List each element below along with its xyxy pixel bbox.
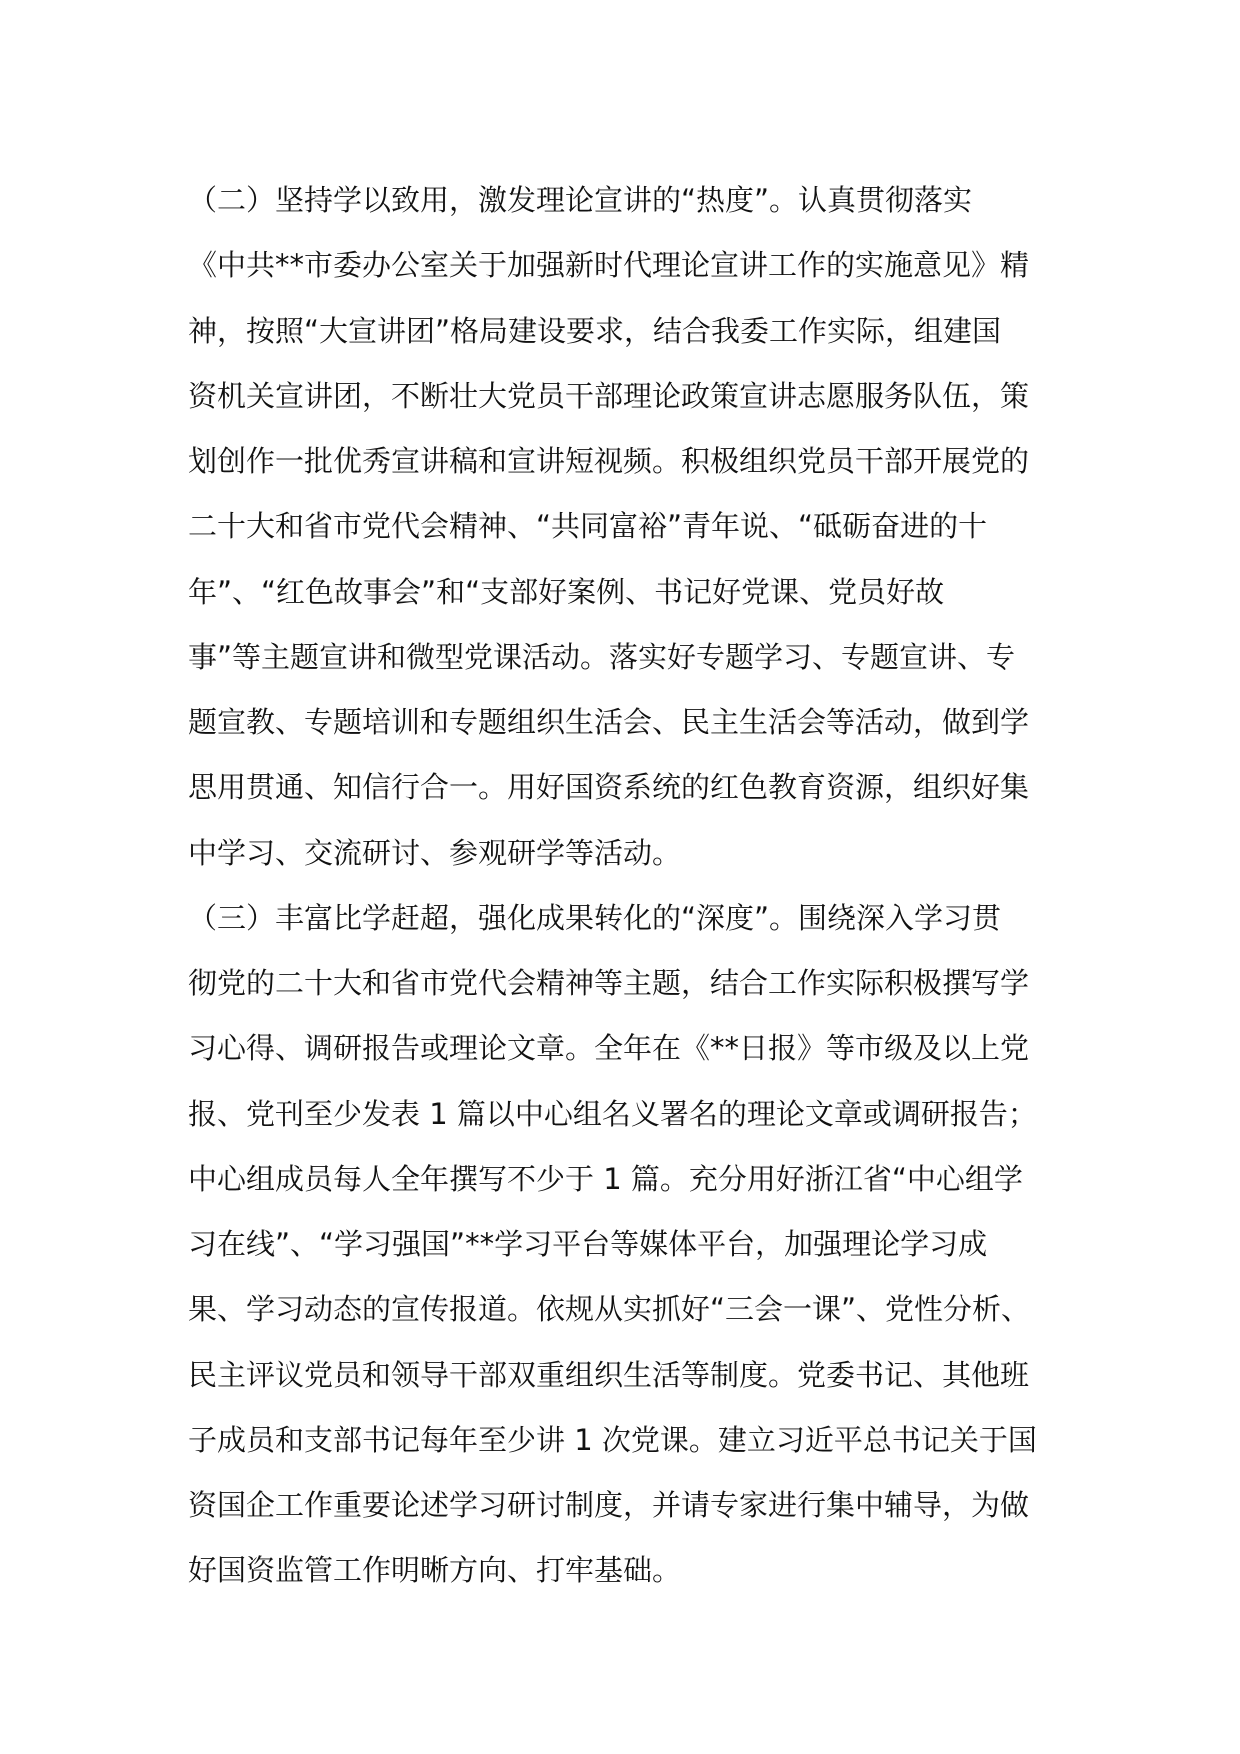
text-line: 资国企工作重要论述学习研讨制度，并请专家进行集中辅导，为做 xyxy=(188,1488,1030,1522)
text-line: 思用贯通、知信行合一。用好国资系统的红色教育资源，组织好集 xyxy=(188,770,1030,805)
text-line: 事”等主题宣讲和微型党课活动。落实好专题学习、专题宣讲、专 xyxy=(188,639,1016,674)
text-line: 习在线”、“学习强国”**学习平台等媒体平台，加强理论学习成 xyxy=(188,1227,988,1261)
text-line: 题宣教、专题培训和专题组织生活会、民主生活会等活动，做到学 xyxy=(188,705,1030,739)
text-line: 划创作一批优秀宣讲稿和宣讲短视频。积极组织党员干部开展党的 xyxy=(188,444,1030,478)
body-text xyxy=(188,168,1088,1604)
text-line: 神，按照“大宣讲团”格局建设要求，结合我委工作实际，组建国 xyxy=(188,313,1002,348)
text-line: 果、学习动态的宣传报道。依规从实抓好“三会一课”、党性分析、 xyxy=(188,1292,1031,1327)
text-line: 好国资监管工作明晰方向、打牢基础。 xyxy=(188,1553,682,1588)
text-line: （三）丰富比学赶超，强化成果转化的“深度”。围绕深入学习贯 xyxy=(188,900,1002,935)
text-line: 年”、“红色故事会”和“支部好案例、书记好党课、党员好故 xyxy=(188,574,945,609)
text-line: 民主评议党员和领导干部双重组织生活等制度。党委书记、其他班 xyxy=(188,1357,1030,1392)
text-line: 二十大和省市党代会精神、“共同富裕”青年说、“砥砺奋进的十 xyxy=(188,509,988,544)
text-line: 习心得、调研报告或理论文章。全年在《**日报》等市级及以上党 xyxy=(188,1031,1030,1066)
text-line: 报、党刊至少发表 1 篇以中心组名义署名的理论文章或调研报告； xyxy=(188,1096,1037,1131)
text-line: 资机关宣讲团，不断壮大党员干部理论政策宣讲志愿服务队伍，策 xyxy=(188,378,1030,413)
text-line: 中学习、交流研讨、参观研学等活动。 xyxy=(188,835,682,870)
text-line: 中心组成员每人全年撰写不少于 1 篇。充分用好浙江省“中心组学 xyxy=(188,1161,1023,1196)
text-line: 《中共**市委办公室关于加强新时代理论宣讲工作的实施意见》精 xyxy=(188,248,1030,283)
text-line: 子成员和支部书记每年至少讲 1 次党课。建立习近平总书记关于国 xyxy=(188,1422,1037,1457)
text-line: 彻党的二十大和省市党代会精神等主题，结合工作实际积极撰写学 xyxy=(188,966,1030,1000)
text-line: （二）坚持学以致用，激发理论宣讲的“热度”。认真贯彻落实 xyxy=(188,183,973,217)
